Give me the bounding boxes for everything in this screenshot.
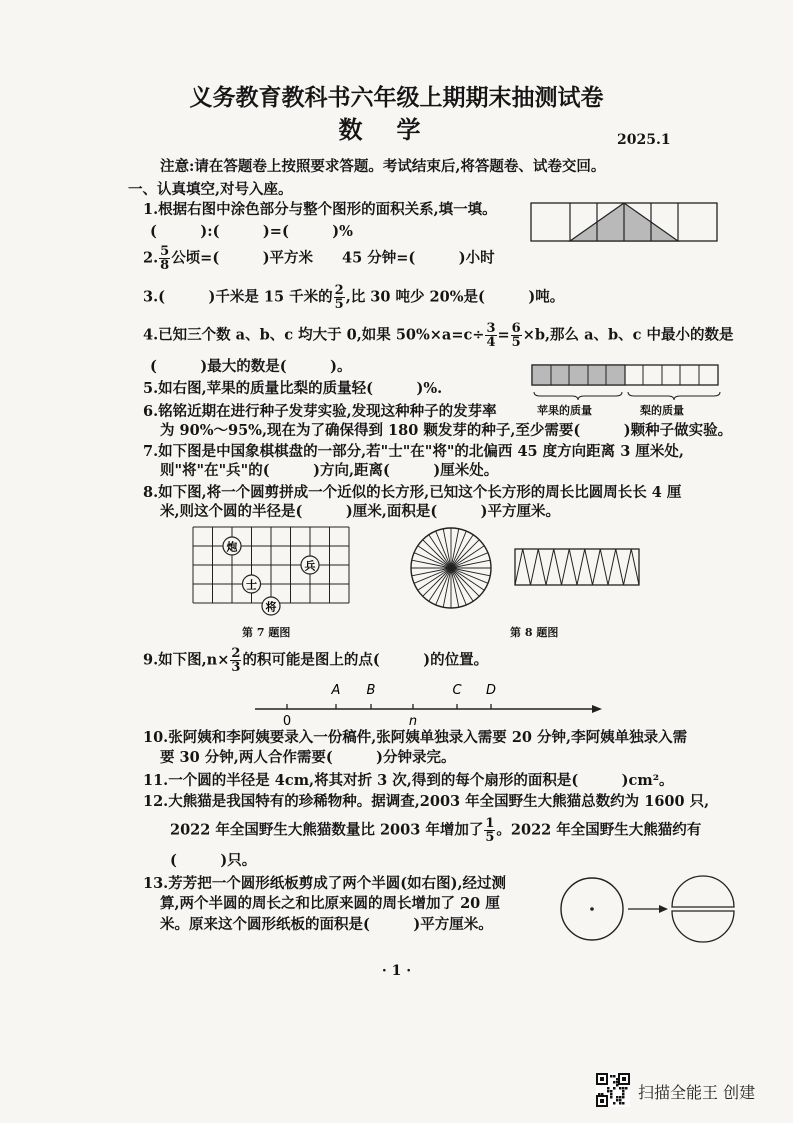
question-5-text: 5.如右图,苹果的质量比梨的质量轻( )%.: [143, 380, 443, 397]
zero-label: 0: [282, 714, 292, 728]
question-4-line2: ( )最大的数是( )。: [150, 358, 352, 375]
point-b-label: B: [366, 683, 376, 698]
question-12-line3: ( )只。: [170, 852, 257, 869]
question-1-text: 1.根据右图中涂色部分与整个图形的面积关系,填一填。: [143, 201, 497, 218]
question-12-line2: 2022 年全国野生大熊猫数量比 2003 年增加了 $\frac{1}{5}$ 。2022 年全国野生大熊猫约有: [170, 816, 702, 845]
question-11: 11.一个圆的半径是 4cm,将其对折 3 次,得到的每个扇形的面积是( )cm²。: [143, 772, 674, 789]
number-line-figure: [250, 678, 605, 728]
figure-7-caption: 第 7 题图: [242, 626, 291, 639]
question-7-line1: 7.如下图是中国象棋棋盘的一部分,若"士"在"将"的北偏西 45 度方向距离 3 厘米处,: [143, 443, 684, 460]
piece-bing: [301, 556, 319, 574]
question-9: 9.如下图,n× $\frac{2}{3}$ 的积可能是图上的点( )的位置。: [143, 646, 489, 675]
question-1-blanks: ( ):( )=( )%: [150, 223, 353, 240]
circle-cut-figure: [558, 874, 738, 946]
exam-title: 义务教育教科书六年级上期期末抽测试卷: [189, 85, 604, 111]
svg-text:炮: 炮: [226, 540, 238, 554]
subject-title: 数学: [338, 116, 455, 144]
question-10-line1: 10.张阿姨和李阿姨要录入一份稿件,张阿姨单独录入需要 20 分钟,李阿姨单独录入需: [143, 729, 688, 746]
exam-date: 2025.1: [617, 132, 671, 148]
question-8-line1: 8.如下图,将一个圆剪拼成一个近似的长方形,已知这个长方形的周长比圆周长长 4 厘: [143, 484, 682, 501]
question-6-line2: 为 90%～95%,现在为了确保得到 180 颗发芽的种子,至少需要( )颗种子做实验。: [160, 422, 733, 439]
question-3: 3.( )千米是 15 千米的 $\frac{2}{5}$ ,比 30 吨少 20%是( )吨。: [143, 283, 565, 312]
question-6-line1: 6.铭铭近期在进行种子发芽实验,发现这种种子的发芽率: [143, 403, 497, 420]
figure-8-caption: 第 8 题图: [510, 626, 559, 639]
question-13-line2: 算,两个半圆的周长之和比原来圆的周长增加了 20 厘: [160, 895, 500, 912]
question-4: 4.已知三个数 a、b、c 均大于 0,如果 50%×a=c÷ $\frac{3}{4}$ = $\frac{6}{5}$ ×b,那么 a、b、c 中最小的数是: [143, 321, 734, 350]
question-12-line1: 12.大熊猫是我国特有的珍稀物种。据调查,2003 年全国野生大熊猫总数约为 1600 只,: [143, 793, 710, 810]
apple-weight-label: 苹果的质量: [537, 404, 592, 417]
question-7-line2: 则"将"在"兵"的( )方向,距离( )厘米处。: [160, 462, 499, 479]
svg-text:兵: 兵: [304, 559, 316, 573]
scanner-watermark-text: 扫描全能王 创建: [638, 1083, 756, 1102]
exam-notice: 注意:请在答题卷上按照要求答题。考试结束后,将答题卷、试卷交回。: [160, 158, 606, 175]
point-d-label: D: [485, 683, 497, 698]
sector-circle-figure: [408, 525, 494, 611]
piece-jiang: [262, 597, 280, 615]
pear-weight-label: 梨的质量: [640, 404, 684, 417]
question-13-line3: 米。原来这个圆形纸板的面积是( )平方厘米。: [160, 916, 493, 933]
section-heading: 一、认真填空,对号入座。: [128, 181, 293, 198]
question-13-line1: 13.芳芳把一个圆形纸板剪成了两个半圆(如右图),经过测: [143, 875, 506, 892]
qr-code-icon: [596, 1073, 630, 1107]
svg-text:士: 士: [246, 578, 257, 592]
point-n-label: n: [408, 714, 418, 728]
point-a-label: A: [331, 683, 341, 698]
piece-pao: [223, 537, 241, 555]
question-8-line2: 米,则这个圆的半径是( )厘米,面积是( )平方厘米。: [160, 503, 561, 520]
piece-shi: [243, 575, 261, 593]
point-c-label: C: [452, 683, 462, 698]
question-10-line2: 要 30 分钟,两人合作需要( )分钟录完。: [160, 749, 456, 766]
approx-rectangle-figure: [512, 545, 644, 589]
chessboard-figure: [190, 522, 355, 622]
question-1-figure: [530, 200, 720, 244]
svg-text:将: 将: [265, 600, 277, 614]
question-2: 2. $\frac{5}{8}$ 公顷=( )平方米 45 分钟=( )小时: [143, 244, 495, 273]
page-number: · 1 ·: [381, 963, 412, 979]
